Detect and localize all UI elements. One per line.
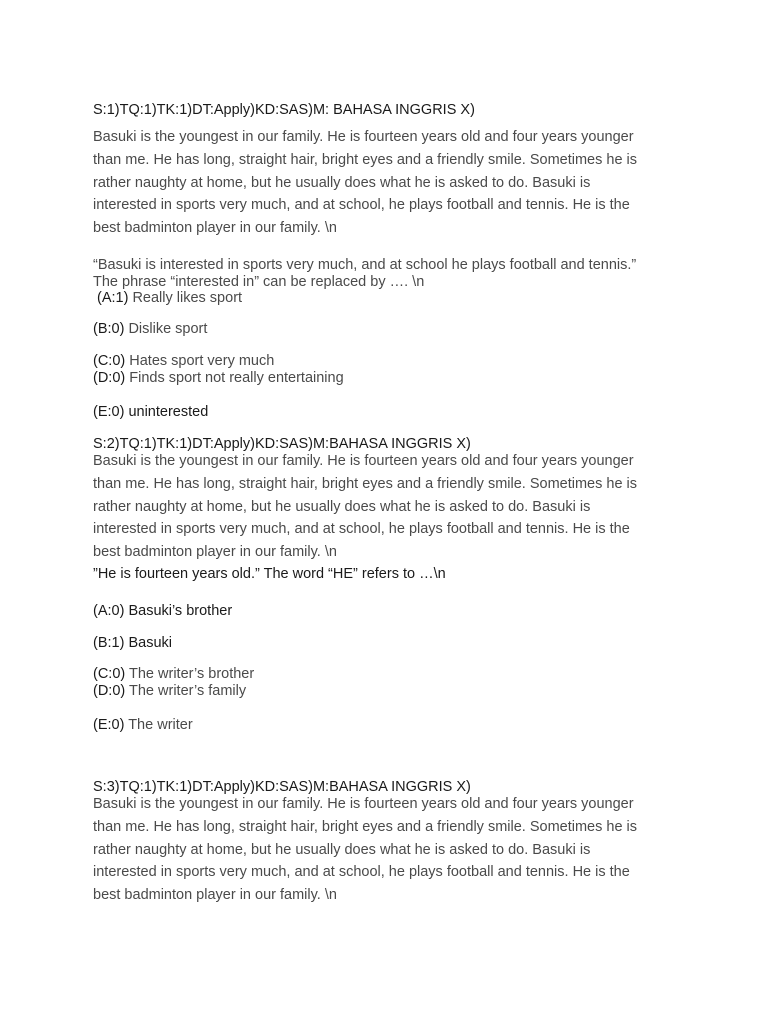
option-a: [97, 290, 242, 307]
question-2-header: S:2)TQ:1)TK:1)DT:Apply)KD:SAS)M:BAHASA INGGRIS X): [93, 436, 471, 452]
passage-line: than me. He has long, straight hair, bright eyes and a friendly smile. Sometimes he is: [93, 818, 638, 835]
passage-line: best badminton player in our family. \n: [93, 544, 337, 561]
option-key: (D:0): [93, 683, 126, 699]
question-2-passage: [93, 450, 693, 564]
option-c: [93, 666, 254, 683]
option-key: (A:1): [97, 290, 129, 306]
passage-line: rather naughty at home, but he usually does what he is asked to do. Basuki is: [93, 841, 591, 858]
option-key: (D:0): [93, 370, 126, 386]
passage-line: best badminton player in our family. \n: [93, 220, 337, 237]
option-c: [93, 353, 274, 370]
passage-line: Basuki is the youngest in our family. He is fourteen years old and four years younger: [93, 129, 634, 145]
question-2-prompt: ”He is fourteen years old.” The word “HE” refers to …\n: [93, 566, 446, 582]
option-key: (E:0): [93, 717, 125, 733]
option-text: The writer’s brother: [129, 666, 255, 682]
option-e: [93, 404, 208, 421]
option-text: uninterested: [128, 404, 209, 420]
option-text: The writer’s family: [129, 683, 247, 699]
option-text: Basuki: [128, 635, 172, 651]
question-1-passage: [93, 126, 693, 240]
passage-line: Basuki is the youngest in our family. He is fourteen years old and four years younger: [93, 453, 634, 469]
passage-line: Basuki is the youngest in our family. He is fourteen years old and four years younger: [93, 796, 634, 812]
passage-line: interested in sports very much, and at school, he plays football and tennis. He is the: [93, 197, 630, 214]
passage-line: than me. He has long, straight hair, bright eyes and a friendly smile. Sometimes he is: [93, 475, 638, 492]
passage-line: best badminton player in our family. \n: [93, 887, 337, 904]
question-1-prompt-line-2: The phrase “interested in” can be replaced by …. \n: [93, 274, 425, 290]
question-3-header: S:3)TQ:1)TK:1)DT:Apply)KD:SAS)M:BAHASA INGGRIS X): [93, 779, 471, 795]
passage-line: interested in sports very much, and at school, he plays football and tennis. He is the: [93, 521, 630, 538]
option-key: (C:0): [93, 666, 126, 682]
option-key: (B:0): [93, 321, 125, 337]
option-a: [93, 603, 232, 620]
option-b: [93, 321, 207, 338]
option-key: (B:1): [93, 635, 125, 651]
option-key: (E:0): [93, 404, 125, 420]
question-1-prompt-line-1: “Basuki is interested in sports very much, and at school he plays football and tennis.”: [93, 257, 637, 273]
question-3-passage: [93, 793, 693, 907]
passage-line: rather naughty at home, but he usually does what he is asked to do. Basuki is: [93, 498, 591, 515]
option-d: [93, 370, 344, 387]
option-text: Really likes sport: [132, 290, 243, 306]
option-text: Basuki’s brother: [128, 603, 233, 619]
option-text: Dislike sport: [128, 321, 208, 337]
option-b: [93, 635, 172, 652]
passage-line: interested in sports very much, and at school, he plays football and tennis. He is the: [93, 864, 630, 881]
passage-line: than me. He has long, straight hair, bright eyes and a friendly smile. Sometimes he is: [93, 151, 638, 168]
option-text: Finds sport not really entertaining: [129, 370, 344, 386]
option-d: [93, 683, 246, 700]
option-text: Hates sport very much: [129, 353, 275, 369]
question-1-header: S:1)TQ:1)TK:1)DT:Apply)KD:SAS)M: BAHASA INGGRIS X): [93, 102, 475, 118]
option-text: The writer: [128, 717, 193, 733]
option-e: [93, 717, 193, 734]
option-key: (C:0): [93, 353, 126, 369]
option-key: (A:0): [93, 603, 125, 619]
passage-line: rather naughty at home, but he usually does what he is asked to do. Basuki is: [93, 174, 591, 191]
